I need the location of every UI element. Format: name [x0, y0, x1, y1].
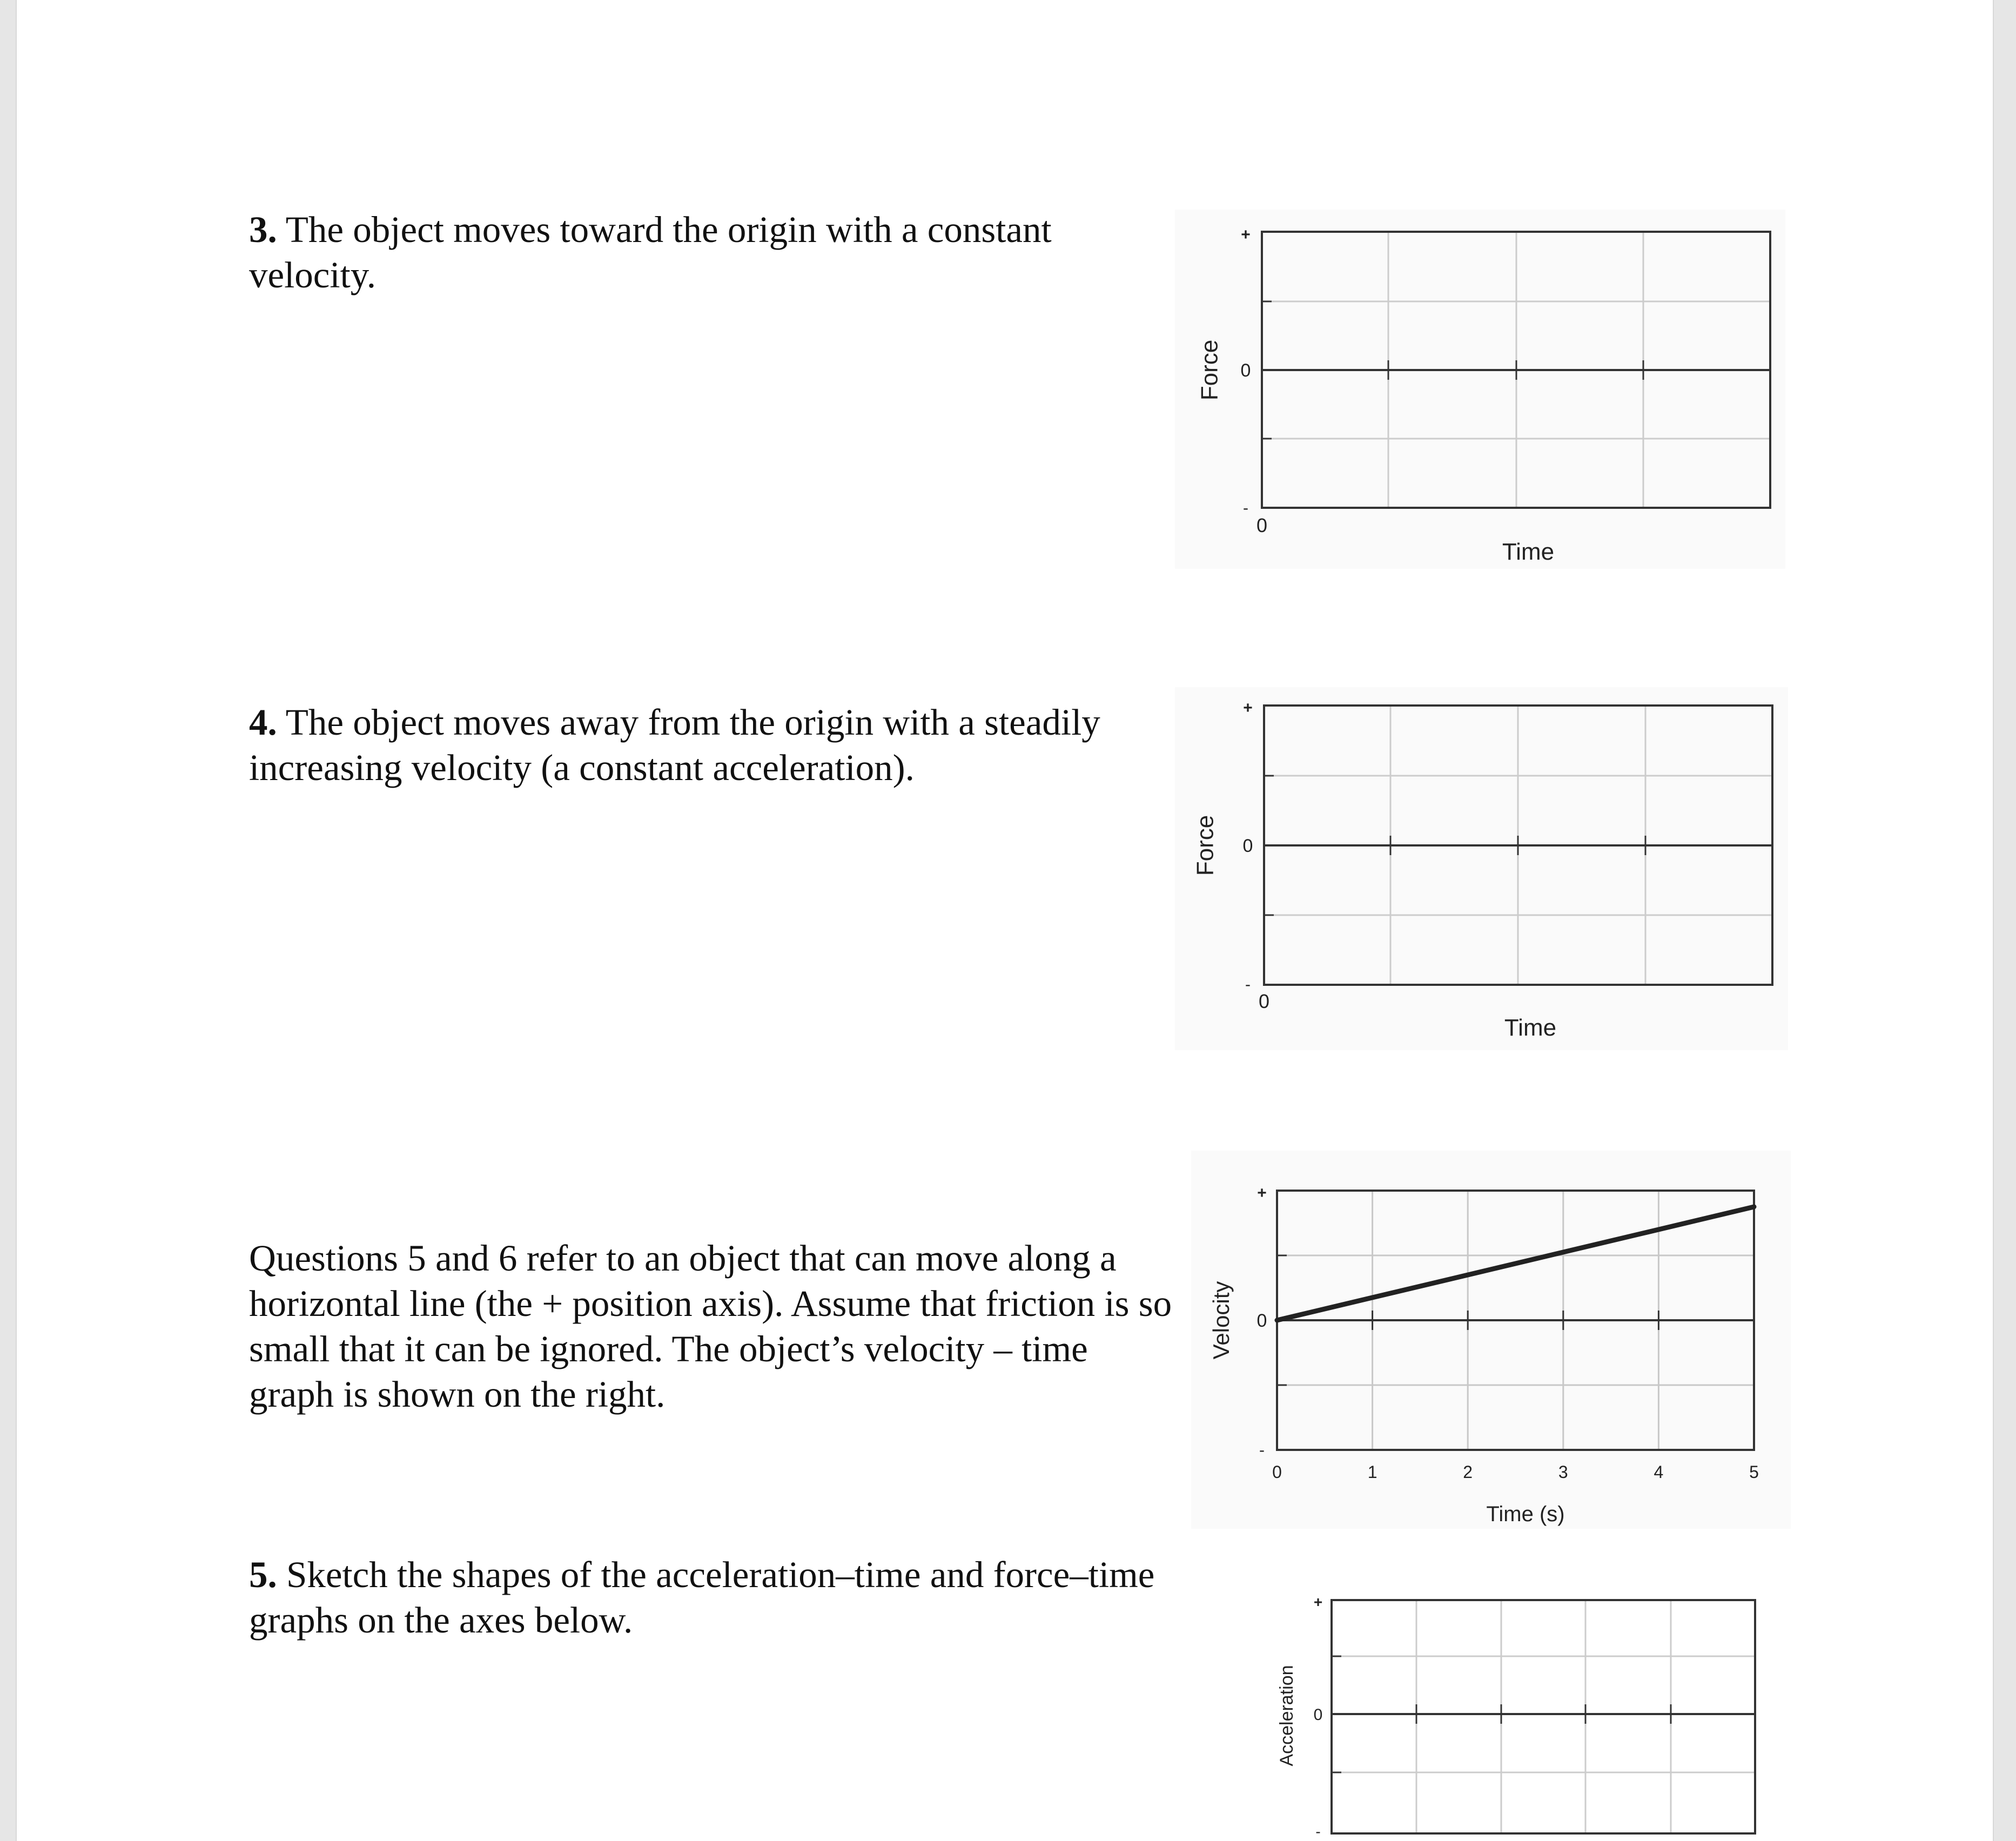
force-graph-4-y-zero: 0: [1242, 836, 1253, 856]
force-graph-4-x-zero: 0: [1258, 990, 1270, 1012]
force-graph-4-plus-label: +: [1243, 699, 1253, 717]
acceleration-graph-frame: [1332, 1600, 1755, 1833]
velocity-graph-y-label: Velocity: [1208, 1281, 1234, 1360]
force-graph-3-x-label: Time: [1502, 539, 1555, 565]
acceleration-graph-y-zero: 0: [1313, 1706, 1323, 1724]
velocity-graph-minus-label: -: [1259, 1441, 1265, 1459]
question-5-text: Sketch the shapes of the acceleration–time and force–time graphs on the axes below.: [249, 1554, 1155, 1641]
velocity-graph: [1191, 1151, 1791, 1529]
question-3-text: The object moves toward the origin with a constant velocity.: [249, 209, 1052, 295]
question-5-number: 5.: [249, 1554, 277, 1595]
velocity-graph-x-tick-label: 1: [1367, 1462, 1377, 1482]
velocity-graph-plus-label: +: [1257, 1184, 1267, 1202]
force-graph-4-minus-label: -: [1245, 976, 1251, 993]
question-4-text: The object moves away from the origin with a steadily increasing velocity (a constant acceleration).: [249, 702, 1100, 788]
acceleration-graph-plus-label: +: [1313, 1594, 1323, 1610]
velocity-graph-x-tick-label: 2: [1463, 1462, 1473, 1482]
velocity-graph-x-tick-label: 4: [1654, 1462, 1664, 1482]
force-graph-4-x-label: Time: [1504, 1014, 1557, 1041]
velocity-graph-x-label: Time (s): [1486, 1502, 1565, 1526]
acceleration-graph: [1276, 1594, 1755, 1840]
force-graph-3-y-zero: 0: [1240, 360, 1251, 381]
question-3-number: 3.: [249, 209, 277, 250]
acceleration-graph-minus-label: -: [1315, 1823, 1321, 1840]
force-graph-3-x-zero: 0: [1256, 514, 1268, 536]
velocity-graph-x-tick-label: 3: [1558, 1462, 1568, 1482]
force-graph-4: [1175, 687, 1788, 1050]
force-graph-3-minus-label: -: [1243, 499, 1248, 517]
velocity-graph-x-tick-label: 5: [1749, 1462, 1759, 1482]
force-graph-4-y-label: Force: [1192, 815, 1219, 876]
velocity-graph-y-zero: 0: [1256, 1311, 1267, 1331]
question-4-number: 4.: [249, 702, 277, 743]
force-graph-3-plus-label: +: [1241, 226, 1251, 244]
acceleration-graph-y-label: Acceleration: [1276, 1665, 1297, 1766]
force-graph-3-y-label: Force: [1196, 339, 1223, 401]
force-graph-3: [1175, 210, 1785, 569]
velocity-graph-x-tick-label: 0: [1272, 1462, 1282, 1482]
intro-paragraph: Questions 5 and 6 refer to an object that can move along a horizontal line (the + position axis). Assume that friction is so small that it can be ignored. The object’s velocity – time graph is shown on the right.: [249, 1238, 1172, 1415]
